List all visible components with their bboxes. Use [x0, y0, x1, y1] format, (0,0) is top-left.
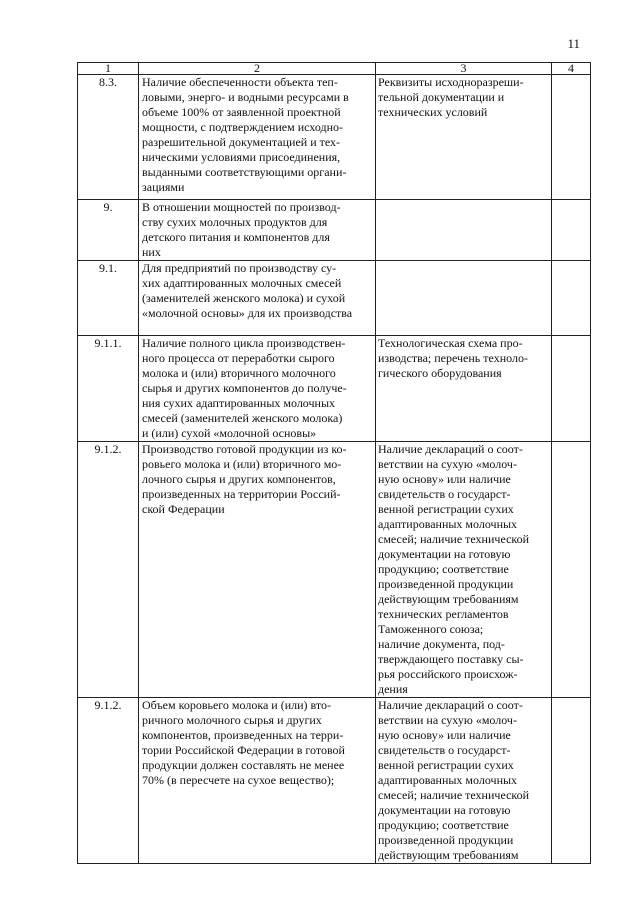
- row-number: 9.1.1.: [78, 336, 139, 442]
- row-number: 8.3.: [78, 75, 139, 200]
- empty-cell: [552, 261, 591, 336]
- table-row: [78, 698, 591, 864]
- confirming-documents: [376, 200, 552, 261]
- header-col-3: 3: [376, 63, 552, 75]
- table-row: [78, 442, 591, 698]
- table-row: [78, 336, 591, 442]
- requirement-text: Производство готовой продукции из ко- ровьего молока и (или) вторичного мо- лочного сырья и других компонентов, произведенных на территории Россий- ской Федерации: [139, 442, 376, 698]
- confirming-documents: Технологическая схема про- изводства; перечень техноло- гического оборудования: [376, 336, 552, 442]
- requirements-table: [77, 62, 591, 864]
- table-row: [78, 200, 591, 261]
- empty-cell: [552, 442, 591, 698]
- row-number: 9.1.2.: [78, 698, 139, 864]
- header-col-1: 1: [78, 63, 139, 75]
- header-col-2: 2: [139, 63, 376, 75]
- row-number: 9.1.2.: [78, 442, 139, 698]
- header-col-4: 4: [552, 63, 591, 75]
- row-number: 9.1.: [78, 261, 139, 336]
- confirming-documents: Реквизиты исходноразреши- тельной документации и технических условий: [376, 75, 552, 200]
- confirming-documents: [376, 261, 552, 336]
- confirming-documents: Наличие деклараций о соот- ветствии на сухую «молоч- ную основу» или наличие свидетельств о государст- венной регистрации сухих адаптированных молочных смесей; наличие технической документации на готовую продукцию; соответствие произведенной продукции действующим требованиям: [376, 698, 552, 864]
- table-header-row: [78, 63, 591, 75]
- requirement-text: Для предприятий по производству су- хих адаптированных молочных смесей (заменителей женского молока) и сухой «молочной основы» для их производства: [139, 261, 376, 336]
- empty-cell: [552, 75, 591, 200]
- requirement-text: Наличие полного цикла производствен- ного процесса от переработки сырого молока и (или) вторичного молочного сырья и других компонентов до получе- ния сухих адаптированных молочных смесей (заменителей женского молока) и (или) сухой «молочной основы»: [139, 336, 376, 442]
- confirming-documents: Наличие деклараций о соот- ветствии на сухую «молоч- ную основу» или наличие свидетельств о государст- венной регистрации сухих адаптированных молочных смесей; наличие технической документации на готовую продукцию; соответствие произведенной продукции действующим требованиям технических регламентов Таможенного союза; наличие документа, под- тверждающего поставку сы- рья российского происхож- дения: [376, 442, 552, 698]
- requirement-text: Наличие обеспеченности объекта теп- ловыми, энерго- и водными ресурсами в объеме 100% от заявленной проектной мощности, с подтверждением исходно- разрешительной документацией и тех- ническими условиями присоединения, выданными соответствующими органи- зациями: [139, 75, 376, 200]
- empty-cell: [552, 200, 591, 261]
- empty-cell: [552, 336, 591, 442]
- requirement-text: Объем коровьего молока и (или) вто- ричного молочного сырья и других компонентов, произведенных на терри- тории Российской Федерации в готовой продукции должен составлять не менее 70% (в пересчете на сухое вещество);: [139, 698, 376, 864]
- table-row: [78, 75, 591, 200]
- page-number: 11: [567, 36, 580, 51]
- row-number: 9.: [78, 200, 139, 261]
- table-row: [78, 261, 591, 336]
- empty-cell: [552, 698, 591, 864]
- requirement-text: В отношении мощностей по производ- ству сухих молочных продуктов для детского питания и компонентов для них: [139, 200, 376, 261]
